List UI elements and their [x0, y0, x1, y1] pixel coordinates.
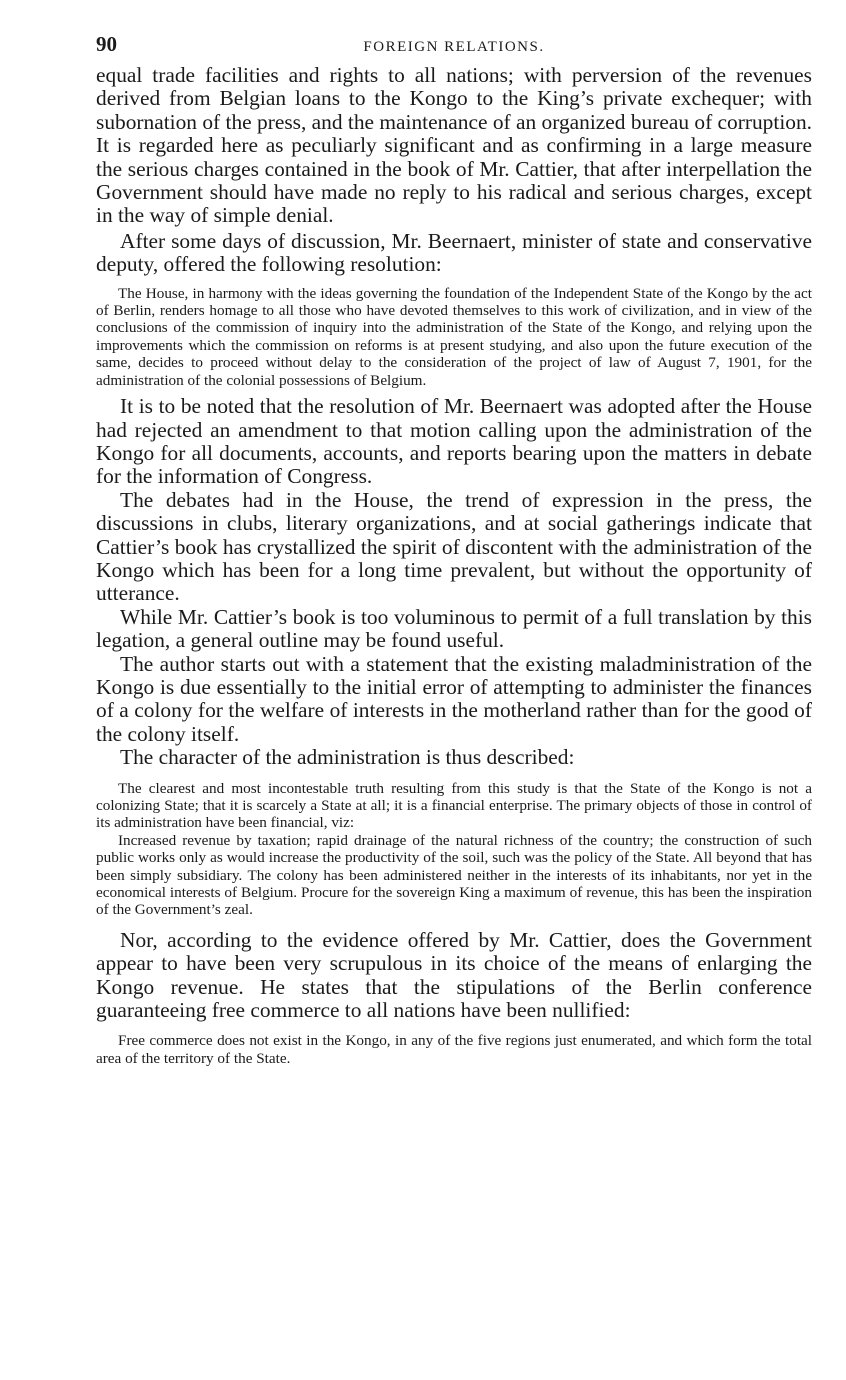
paragraph-4: The debates had in the House, the trend of expression in the press, the discussions in clubs, literary organizations, and at social gatherings indicate that Cattier’s book has crystallized the spirit of discontent with the administration of the Kongo which has been for a long time prevalent, but without the opportunity of utterance.	[96, 487, 812, 606]
paragraph-1: equal trade facilities and rights to all nations; with perversion of the revenues derived from Belgian loans to the Kongo to the King’s private exchequer; with subornation of the press, and the maintenance of an organized bureau of corruption. It is regarded here as peculiarly significant and as confirming in a large measure the serious charges contained in the book of Mr. Cattier, that after interpellation the Government should have made no reply to his radical and serious charges, except in the way of simple denial.	[96, 63, 812, 228]
running-head: FOREIGN RELATIONS.	[363, 39, 545, 55]
paragraph-8: Nor, according to the evidence offered by Mr. Cattier, does the Government appear to have been very scrupulous in its choice of the means of enlarging the Kongo revenue. He states that the stipulations of the Berlin conference guaranteeing free commerce to all nations have been nullified:	[96, 927, 812, 1023]
paragraph-3: It is to be noted that the resolution of Mr. Beernaert was adopted after the House had rejected an amendment to that motion calling upon the administration of the Kongo for all documents, accounts, and reports bearing upon the matters in debate for the information of Congress.	[96, 394, 812, 489]
block-quote-character: The clearest and most incontestable truth resulting from this study is that the State of the Kongo is not a colonizing State; that it is scarcely a State at all; it is a financial enterprise. The primary objects of those in control of its administration have been financial, viz:	[96, 779, 812, 832]
paragraph-5: While Mr. Cattier’s book is too voluminous to permit of a full translation by this legation, a general outline may be found useful.	[96, 604, 812, 653]
block-quote-policy: Increased revenue by taxation; rapid drainage of the natural richness of the country; the construction of such public works only as would increase the productivity of the soil, such was the policy of the State. All beyond that has been simply subsidiary. The colony has been administered neither in the interests of its inhabitants, nor yet in the economical interests of Belgium. Procure for the sovereign King a maximum of revenue, this has been the inspiration of the Government’s zeal.	[96, 831, 812, 919]
block-quote-free-commerce: Free commerce does not exist in the Kongo, in any of the five regions just enumerated, and which form the total area of the territory of the State.	[96, 1032, 812, 1067]
page-header	[96, 32, 812, 58]
paragraph-7: The character of the administration is thus described:	[120, 745, 575, 770]
page-number: 90	[96, 32, 117, 56]
paragraph-2: After some days of discussion, Mr. Beernaert, minister of state and conservative deputy, offered the following resolution:	[96, 228, 812, 277]
paragraph-6: The author starts out with a statement that the existing maladministration of the Kongo is due essentially to the initial error of attempting to administer the finances of a colony for the welfare of interests in the motherland rather than for the good of the colony itself.	[96, 651, 812, 746]
document-page	[96, 32, 812, 1073]
block-quote-resolution: The House, in harmony with the ideas governing the foundation of the Independent State of the Kongo by the act of Berlin, renders homage to all those who have devoted themselves to this work of civilization, and in view of the conclusions of the commission of inquiry into the administration of the State of the Kongo, and relying upon the improvements which the commission on reforms is at present studying, and also upon the future execution of the same, decides to proceed without delay to the consideration of the project of law of August 7, 1901, for the administration of the colonial possessions of Belgium.	[96, 284, 812, 389]
